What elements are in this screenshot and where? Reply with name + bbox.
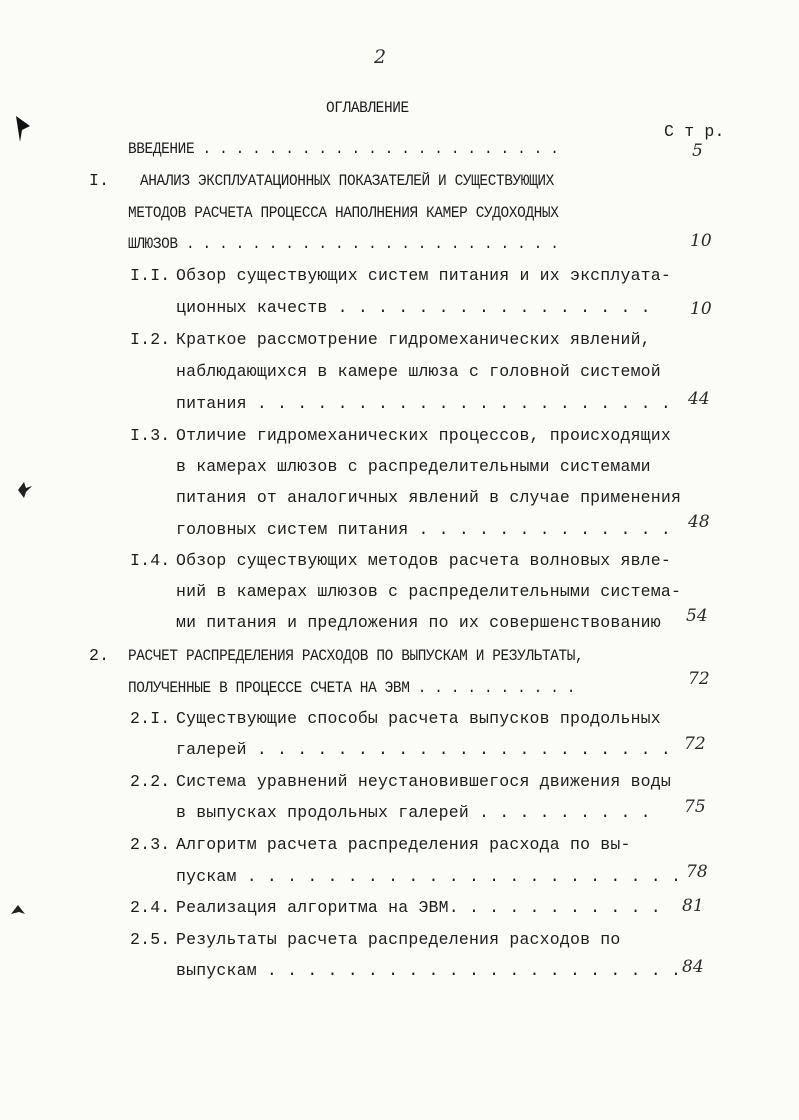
chapter-1-line: МЕТОДОВ РАСЧЕТА ПРОЦЕССА НАПОЛНЕНИЯ КАМЕР СУДОХОДНЫХ [128, 204, 559, 222]
section-2-1-line: галерей . . . . . . . . . . . . . . . . . . . . . [176, 740, 671, 759]
section-2-1-line: Существующие способы расчета выпусков продольных [176, 709, 661, 728]
section-2-3-line: пускам . . . . . . . . . . . . . . . . . . . . . . [176, 867, 682, 886]
section-1-3-line: головных систем питания . . . . . . . . . . . . . [176, 520, 671, 539]
toc-intro: ВВЕДЕНИЕ . . . . . . . . . . . . . . . . . . . . . . [128, 140, 559, 158]
chapter-2-line: ПОЛУЧЕННЫЕ В ПРОЦЕССЕ СЧЕТА НА ЭВМ . . . . . . . . . . [128, 679, 576, 697]
section-2-4-page: 81 [682, 896, 704, 916]
section-2-5-line: выпускам . . . . . . . . . . . . . . . . . . . . . [176, 961, 682, 980]
chapter-2-line: РАСЧЕТ РАСПРЕДЕЛЕНИЯ РАСХОДОВ ПО ВЫПУСКАМ И РЕЗУЛЬТАТЫ, [128, 647, 584, 665]
toc-intro-page: 5 [692, 141, 703, 161]
section-2-1-number: 2.I. [130, 709, 171, 728]
section-1-3-line: в камерах шлюзов с распределительными системами [176, 457, 651, 476]
section-2-5-page: 84 [682, 957, 704, 977]
scan-speck-icon [14, 478, 36, 500]
section-1-2-line: наблюдающихся в камере шлюза с головной системой [176, 362, 661, 381]
section-1-4-line: ний в камерах шлюзов с распределительными система- [176, 582, 682, 601]
section-2-1-page: 72 [684, 734, 706, 754]
scan-mark-icon [10, 112, 38, 146]
section-1-1-line: Обзор существующих систем питания и их эксплуата- [176, 266, 671, 285]
section-2-3-number: 2.3. [130, 835, 171, 854]
section-1-4-page: 54 [686, 606, 708, 626]
section-1-4-line: Обзор существующих методов расчета волновых явле- [176, 551, 671, 570]
section-1-2-line: Краткое рассмотрение гидромеханических явлений, [176, 330, 651, 349]
section-1-2-number: I.2. [130, 330, 171, 349]
chapter-1-number: I. [89, 171, 110, 190]
page-title: ОГЛАВЛЕНИЕ [326, 99, 409, 117]
scan-speck-icon [8, 902, 30, 922]
chapter-2-number: 2. [89, 646, 110, 665]
section-1-1-number: I.I. [130, 266, 171, 285]
section-1-2-line: питания . . . . . . . . . . . . . . . . . . . . . [176, 394, 671, 413]
chapter-2-page: 72 [688, 669, 710, 689]
section-1-3-page: 48 [688, 512, 710, 532]
section-1-3-number: I.3. [130, 426, 171, 445]
section-2-2-line: в выпусках продольных галерей . . . . . . . . . [176, 803, 651, 822]
chapter-1-page: 10 [690, 231, 712, 251]
section-1-2-page: 44 [688, 389, 710, 409]
section-2-2-page: 75 [684, 797, 706, 817]
section-2-3-page: 78 [686, 862, 708, 882]
section-2-3-line: Алгоритм расчета распределения расхода по вы- [176, 835, 631, 854]
section-1-3-line: Отличие гидромеханических процессов, происходящих [176, 426, 671, 445]
section-2-2-line: Система уравнений неустановившегося движения воды [176, 772, 671, 791]
section-1-4-line: ми питания и предложения по их совершенствованию [176, 613, 661, 632]
section-2-5-number: 2.5. [130, 930, 171, 949]
section-1-1-line: ционных качеств . . . . . . . . . . . . . . . . [176, 298, 651, 317]
chapter-1-line: ШЛЮЗОВ . . . . . . . . . . . . . . . . . . . . . . . [128, 235, 559, 253]
section-1-1-page: 10 [690, 299, 712, 319]
section-1-4-number: I.4. [130, 551, 171, 570]
section-2-4-line: Реализация алгоритма на ЭВМ. . . . . . . . . . . [176, 898, 661, 917]
page-column-header: С т р. [664, 122, 725, 141]
section-2-5-line: Результаты расчета распределения расходов по [176, 930, 621, 949]
section-2-4-number: 2.4. [130, 898, 171, 917]
chapter-1-line: АНАЛИЗ ЭКСПЛУАТАЦИОННЫХ ПОКАЗАТЕЛЕЙ И СУЩЕСТВУЮЩИХ [140, 172, 554, 190]
section-2-2-number: 2.2. [130, 772, 171, 791]
page-number: 2 [374, 46, 387, 68]
section-1-3-line: питания от аналогичных явлений в случае применения [176, 488, 682, 507]
